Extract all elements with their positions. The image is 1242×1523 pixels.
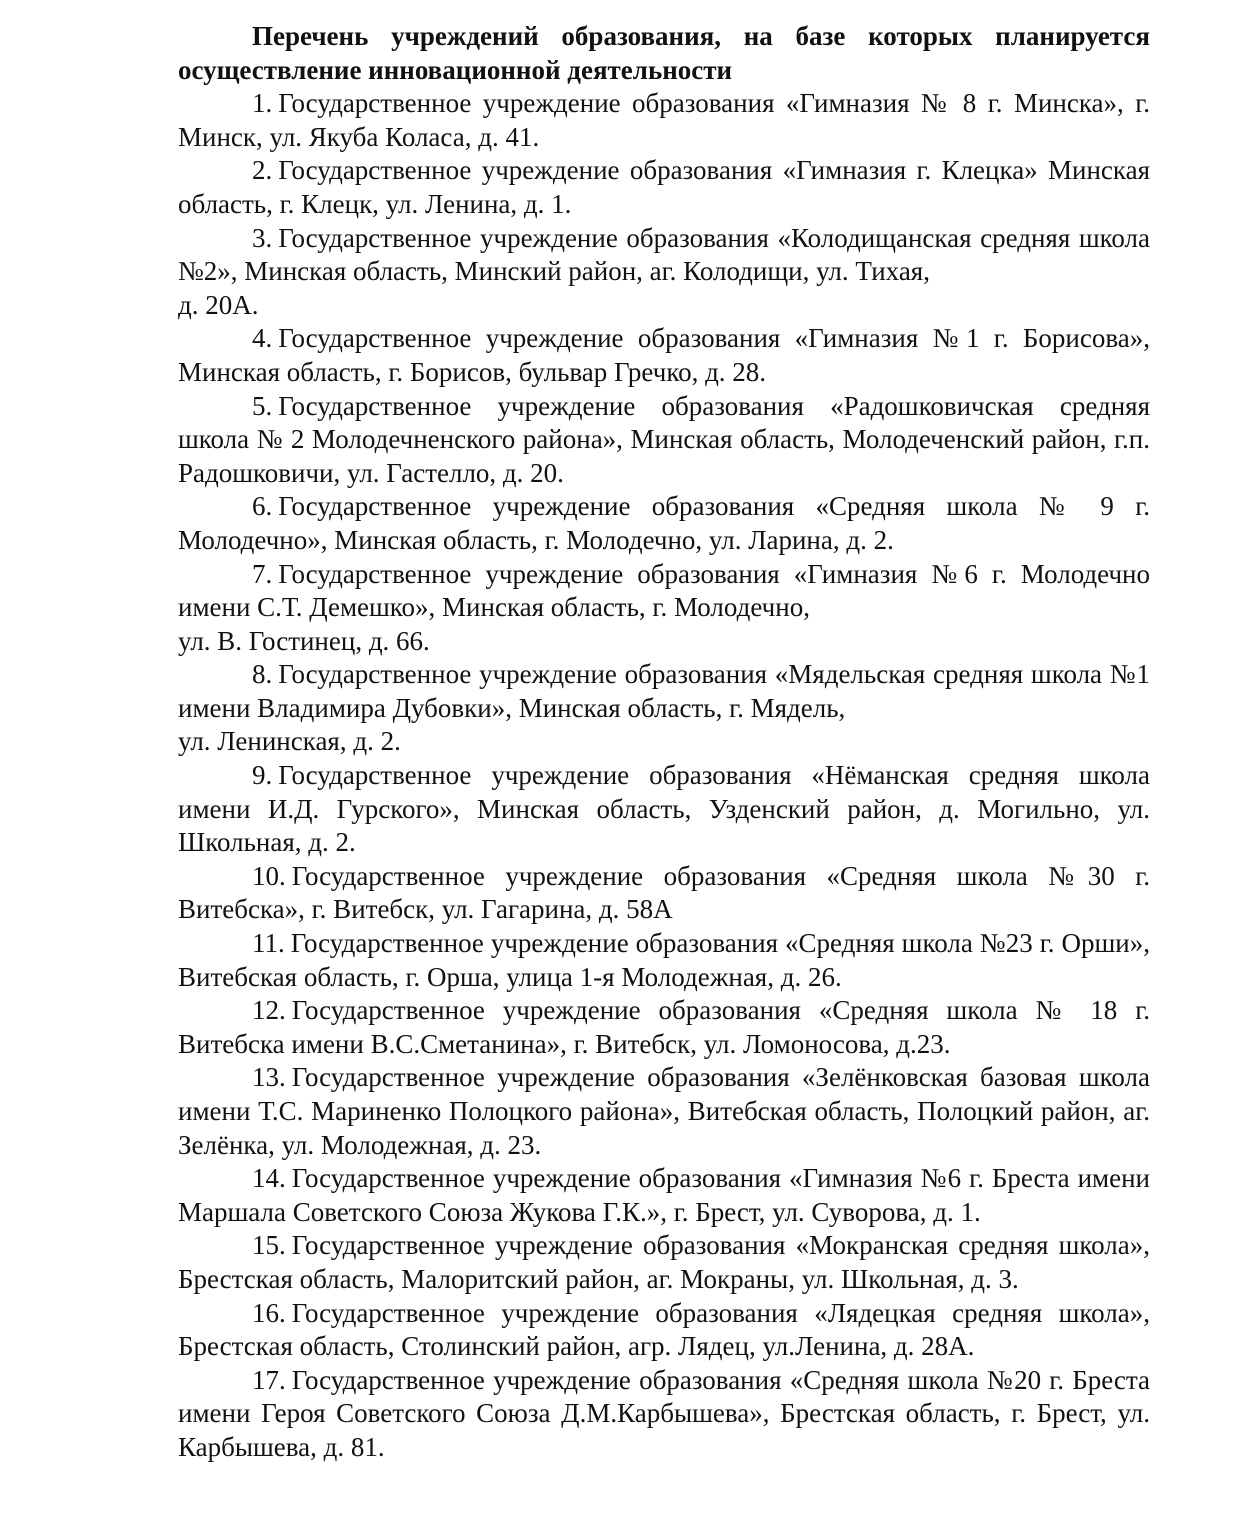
item-number: 13. [252,1062,286,1093]
item-text: Государственное учреждение образования «Лядецкая средняя школа», Брестская область, Столинский район, агр. Лядец, ул.Ленина, д. 28А. [178,1297,1150,1362]
item-text: Государственное учреждение образования «Гимназия г. Клецка» Минская область, г. Клецк, ул. Ленина, д. 1. [178,155,1150,219]
item-text: Государственное учреждение образования «Гимназия №1 г. Борисова», Минская область, г. Борисов, бульвар Гречко, д. 28. [178,323,1150,387]
item-text: Государственное учреждение образования «Гимназия №6 г. Бреста имени Маршала Советского Союза Жукова Г.К.», г. Брест, ул. Суворова, д. 1. [178,1163,1150,1227]
list-item [178,222,1150,323]
item-text: Государственное учреждение образования «Средняя школа №23 г. Орши», Витебская область, г. Орша, улица 1-я Молодежная, д. 26. [178,928,1150,992]
list-item [178,154,1150,221]
list-item [178,322,1150,389]
list-item [178,1061,1150,1162]
item-number: 9. [252,760,273,791]
list-item [178,390,1150,491]
item-text: Государственное учреждение образования «Гимназия № 8 г. Минска», г. Минск, ул. Якуба Коласа, д. 41. [178,88,1150,152]
item-text-continuation: ул. В. Гостинец, д. 66. [178,625,430,656]
item-text: Государственное учреждение образования «Средняя школа № 9 г. Молодечно», Минская область, г. Молодечно, ул. Ларина, д. 2. [178,491,1150,555]
item-number: 2. [252,155,273,186]
item-text-continuation: ул. Ленинская, д. 2. [178,726,401,757]
list-item [178,1364,1150,1465]
item-number: 7. [252,558,273,589]
item-number: 11. [252,928,285,959]
item-number: 12. [252,995,286,1026]
item-text: Государственное учреждение образования «Мокранская средняя школа», Брестская область, Малоритский район, аг. Мокраны, ул. Школьная, д. 3. [178,1230,1150,1294]
item-text: Государственное учреждение образования «Средняя школа №20 г. Бреста имени Героя Советского Союза Д.М.Карбышева», Брестская область, г. Брест, ул. Карбышева, д. 81. [178,1364,1150,1462]
list-item [178,994,1150,1061]
list-item [178,87,1150,154]
list-item [178,860,1150,927]
item-text: Государственное учреждение образования «Нёманская средняя школа имени И.Д. Гурского», Минская область, Узденский район, д. Могильно, ул. Школьная, д. 2. [178,760,1150,858]
item-text: Государственное учреждение образования «Радошковичская средняя школа № 2 Молодечненского района», Минская область, Молодеченский район, г.п. Радошковичи, ул. Гастелло, д. 20. [178,390,1150,488]
item-number: 16. [252,1297,286,1328]
list-item [178,558,1150,659]
list-item [178,658,1150,759]
item-number: 6. [252,491,273,522]
list-item [178,1229,1150,1296]
item-number: 4. [252,323,273,354]
item-number: 3. [252,222,273,253]
item-text: Государственное учреждение образования «Колодищанская средняя школа №2», Минская область, Минский район, аг. Колодищи, ул. Тихая, [178,222,1150,287]
item-number: 17. [252,1364,286,1395]
item-text: Государственное учреждение образования «Зелёнковская базовая школа имени Т.С. Мариненко Полоцкого района», Витебская область, Полоцкий район, аг. Зелёнка, ул. Молодежная, д. 23. [178,1062,1150,1160]
item-number: 1. [252,88,273,119]
item-text: Государственное учреждение образования «Мядельская средняя школа №1 имени Владимира Дубовки», Минская область, г. Мядель, [178,659,1150,723]
item-text: Государственное учреждение образования «Средняя школа № 18 г. Витебска имени В.С.Сметанина», г. Витебск, ул. Ломоносова, д.23. [178,995,1150,1059]
list-item [178,927,1150,994]
list-item [178,1162,1150,1229]
list-item [178,759,1150,860]
item-text: Государственное учреждение образования «Средняя школа №30 г. Витебска», г. Витебск, ул. Гагарина, д. 58А [178,860,1150,925]
item-text-continuation: д. 20А. [178,289,259,320]
list-item [178,1297,1150,1364]
item-number: 5. [252,390,273,421]
document-title: Перечень учреждений образования, на базе которых планируется осуществление инновационной деятельности [178,21,1150,85]
item-number: 10. [252,860,286,891]
item-number: 15. [252,1230,286,1261]
list-item [178,490,1150,557]
item-number: 14. [252,1163,286,1194]
document-page [178,20,1150,1465]
item-number: 8. [252,659,273,690]
institution-list [178,87,1150,1464]
item-text: Государственное учреждение образования «Гимназия №6 г. Молодечно имени С.Т. Демешко», Минская область, г. Молодечно, [178,558,1150,623]
